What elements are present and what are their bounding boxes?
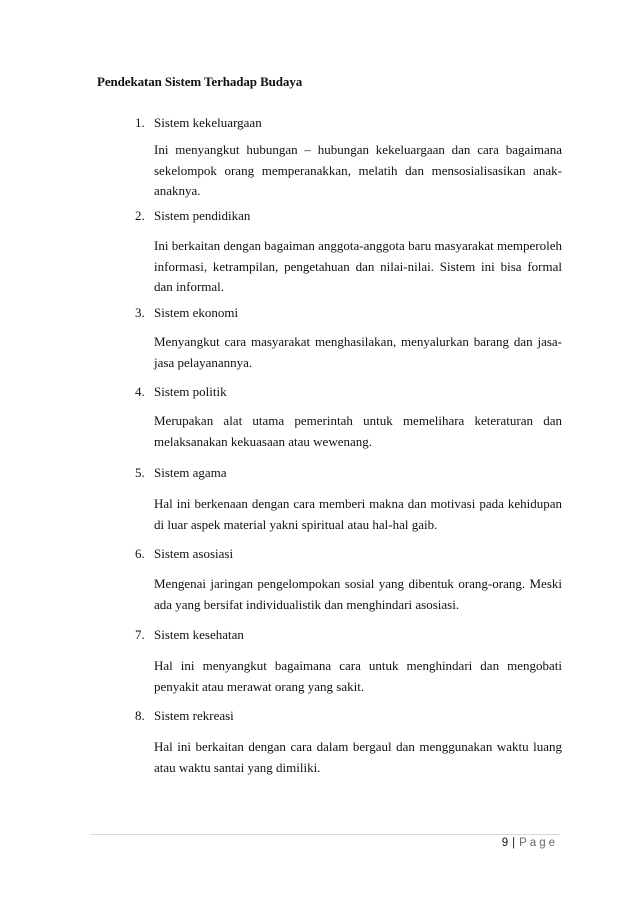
section-heading: Pendekatan Sistem Terhadap Budaya [97, 74, 303, 89]
list-item-number: 4. [135, 384, 145, 399]
footer-divider [90, 834, 560, 835]
list-item-description: Hal ini menyangkut bagaimana cara untuk menghindari dan mengobati penyakit atau merawat orang yang sakit. [154, 658, 562, 694]
page-label: Page [519, 837, 558, 849]
list-item-title: Sistem kesehatan [154, 627, 244, 642]
list-item-number: 3. [135, 305, 145, 320]
list-item-number: 1. [135, 115, 145, 130]
list-item-description: Merupakan alat utama pemerintah untuk memelihara keteraturan dan melaksanakan kekuasaan atau wewenang. [154, 413, 562, 449]
list-item-number: 5. [135, 465, 145, 480]
list-item-title: Sistem kekeluargaan [154, 115, 262, 130]
list-item-number: 6. [135, 546, 145, 561]
list-item-title: Sistem agama [154, 465, 227, 480]
list-item-title: Sistem ekonomi [154, 305, 239, 320]
list-item-title: Sistem rekreasi [154, 708, 234, 723]
page-footer [502, 837, 558, 849]
list-item-description: Ini menyangkut hubungan – hubungan kekeluargaan dan cara bagaimana sekelompok orang memperanakkan, melatih dan mensosialisasikan anak-anaknya. [154, 142, 562, 198]
list-item-description: Mengenai jaringan pengelompokan sosial yang dibentuk orang-orang. Meski ada yang bersifat individualistik dan menghindari asosiasi. [154, 576, 562, 612]
list-item-number: 8. [135, 708, 145, 723]
list-item-description: Menyangkut cara masyarakat menghasilakan, menyalurkan barang dan jasa-jasa pelayanannya. [154, 334, 562, 370]
list-item-number: 2. [135, 208, 145, 223]
list-item-title: Sistem politik [154, 384, 227, 399]
list-item-title: Sistem asosiasi [154, 546, 234, 561]
list-item-description: Ini berkaitan dengan bagaiman anggota-anggota baru masyarakat memperoleh informasi, ketrampilan, pengetahuan dan nilai-nilai. Sistem ini bisa formal dan informal. [154, 238, 562, 294]
page-number: 9 [501, 837, 509, 849]
list-item-description: Hal ini berkenaan dengan cara memberi makna dan motivasi pada kehidupan di luar aspek material yakni spiritual atau hal-hal gaib. [154, 496, 562, 532]
list-item-number: 7. [135, 627, 145, 642]
list-item-description: Hal ini berkaitan dengan cara dalam bergaul dan menggunakan waktu luang atau waktu santai yang dimiliki. [154, 739, 562, 775]
footer-separator: | [512, 837, 516, 849]
list-item-title: Sistem pendidikan [154, 208, 251, 223]
